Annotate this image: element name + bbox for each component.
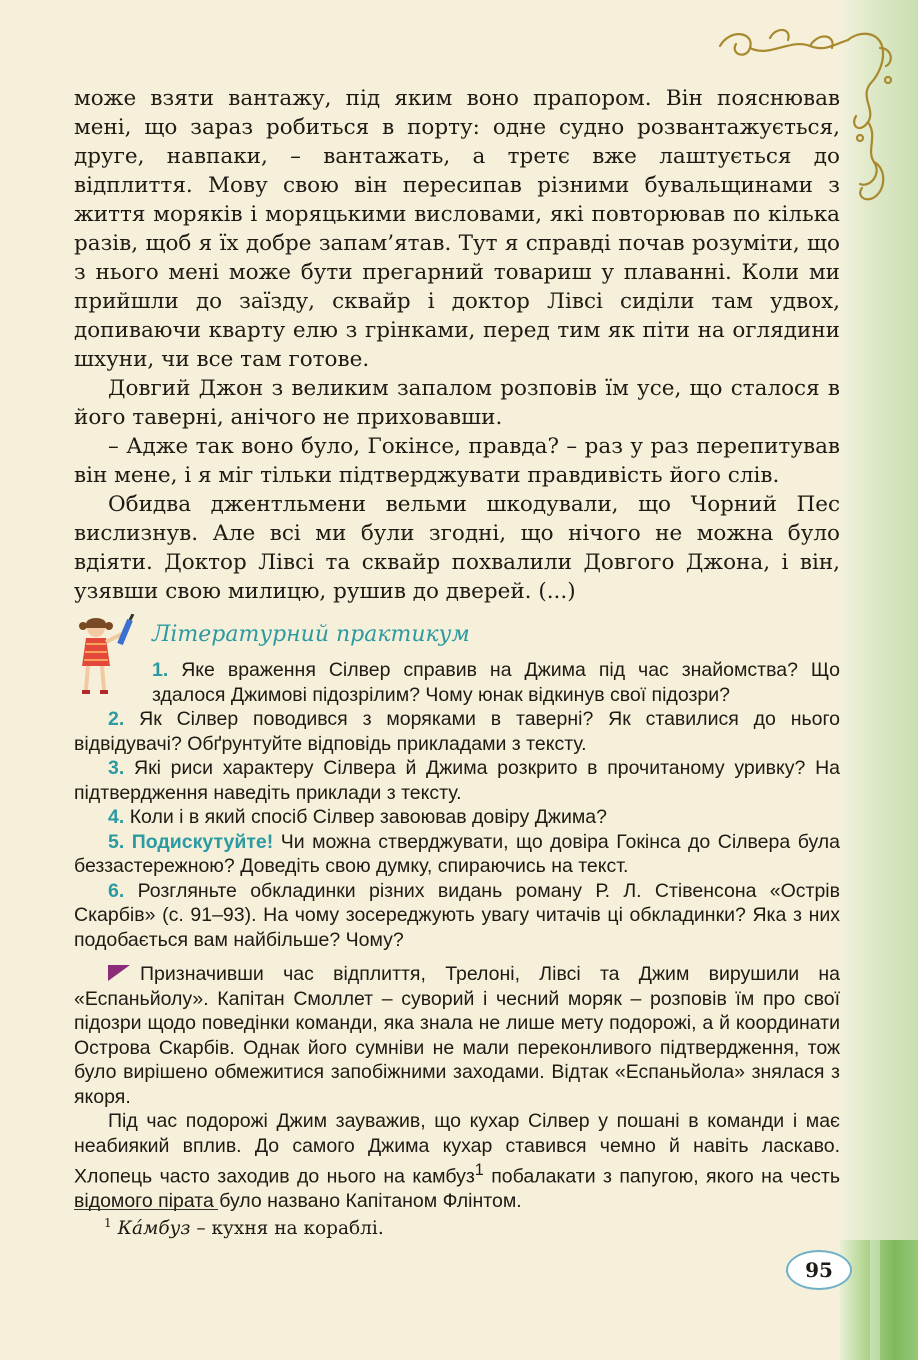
question-number: 6. (108, 879, 125, 902)
story-paragraph: Довгий Джон з великим запалом розповів їм усе, що сталося в його таверні, анічого не приховавши. (74, 376, 840, 430)
question-text: Розгляньте обкладинки різних видань роману Р. Л. Стівенсона «Острів Скарбів» (с. 91–93). На чому зосереджують увагу читачів ці обкладинки? Яка з них подобається вам найбільше? Чому? (74, 879, 840, 951)
summary-text (74, 962, 840, 1214)
question-number: 4. (108, 806, 125, 828)
story-text (74, 84, 840, 606)
summary-paragraph: Під час подорожі Джим зауважив, що кухар Сілвер у пошані в команди і має неабиякий вплив. До самого Джима кухар ставився чемно й навіть ласкаво. Хлопець часто заходив до нього на камбуз$^1$ побалакати з папугою, якого на честь відомого пірата було названо Капітаном Флінтом. (74, 1110, 840, 1212)
question-item (74, 756, 840, 805)
story-paragraph: – Адже так воно було, Гокінсе, правда? – раз у раз перепитував він мене, і я міг тільки підтверджувати правдивість його слів. (74, 434, 840, 488)
practicum-questions (74, 658, 840, 952)
summary-paragraph: Призначивши час відплиття, Трелоні, Лівсі та Джим вирушили на «Еспаньйолу». Капітан Смоллет – суворий і чесний моряк – розповів їм про свої підозри щодо поведінки команди, яка знала не лише мету подорожі, а й координати Острова Скарбів. Однак його сумніви не мали переконливого підтвердження, тож було вирішено обмежитися запобіжними заходами. Відтак «Еспаньйола» знялася з якоря. (74, 963, 840, 1108)
footnote-term: Ка́мбуз (117, 1218, 191, 1239)
question-item (74, 707, 840, 756)
story-paragraph: може взяти вантажу, під яким воно прапором. Він пояснював мені, що зараз робиться в порту: одне судно розвантажується, друге, навпаки, – вантажать, а третє вже лаштується до відплиття. Мову свою він пересипав різними бувальщинами з життя моряків і моряцькими висловами, які повторював по кілька разів, щоб я їх добре запам’ятав. Тут я справді почав розуміти, що з нього мені може бути прегарний товариш у плаванні. Коли ми прийшли до заїзду, сквайр і доктор Лівсі сиділи там удвох, допиваючи кварту елю з грінками, перед тим як піти на оглядини шхуни, чи все там готове. (74, 86, 840, 372)
practicum-title: Літературний практикум (152, 622, 470, 647)
question-number: 2. (108, 708, 125, 730)
footnote-ref: 1 (474, 1161, 484, 1179)
footnote-definition: – кухня на кораблі. (190, 1218, 384, 1239)
footnote-divider (74, 1209, 218, 1210)
question-text: Чи можна стверджувати, що довіра Гокінса до Сілвера була беззастережною? Доведіть свою думку, спираючись на текст. (74, 830, 840, 877)
question-item (74, 658, 840, 707)
page-number: 95 (786, 1250, 852, 1290)
question-number: 5. Подискутуйте! (108, 830, 274, 853)
question-number: 3. (108, 757, 125, 779)
question-text: Як Сілвер поводився з моряками в таверні? Як ставилися до нього відвідувачі? Обґрунтуйте відповідь прикладами з тексту. (74, 708, 840, 755)
footnote (104, 1216, 384, 1239)
question-item (74, 805, 840, 830)
footnote-marker: 1 (104, 1216, 112, 1230)
question-item (74, 830, 840, 879)
question-text: Які риси характеру Сілвера й Джима розкрито в прочитаному уривку? На підтвердження наведіть приклади з тексту. (74, 757, 840, 804)
question-item (74, 879, 840, 953)
story-paragraph: Обидва джентльмени вельми шкодували, що Чорний Пес вислизнув. Але всі ми були згодні, що нічого не можна було вдіяти. Доктор Лівсі та сквайр похвалили Довгого Джона, і він, узявши свою милицю, рушив до дверей. (...) (74, 492, 840, 604)
summary-marker-icon (108, 965, 130, 981)
question-number: 1. (152, 659, 169, 681)
question-text: Коли і в який спосіб Сілвер завоював довіру Джима? (129, 806, 607, 828)
question-text: Яке враження Сілвер справив на Джима під час знайомства? Що здалося Джимові підозрілим? Чому юнак відкинув свої підозри? (152, 659, 841, 706)
